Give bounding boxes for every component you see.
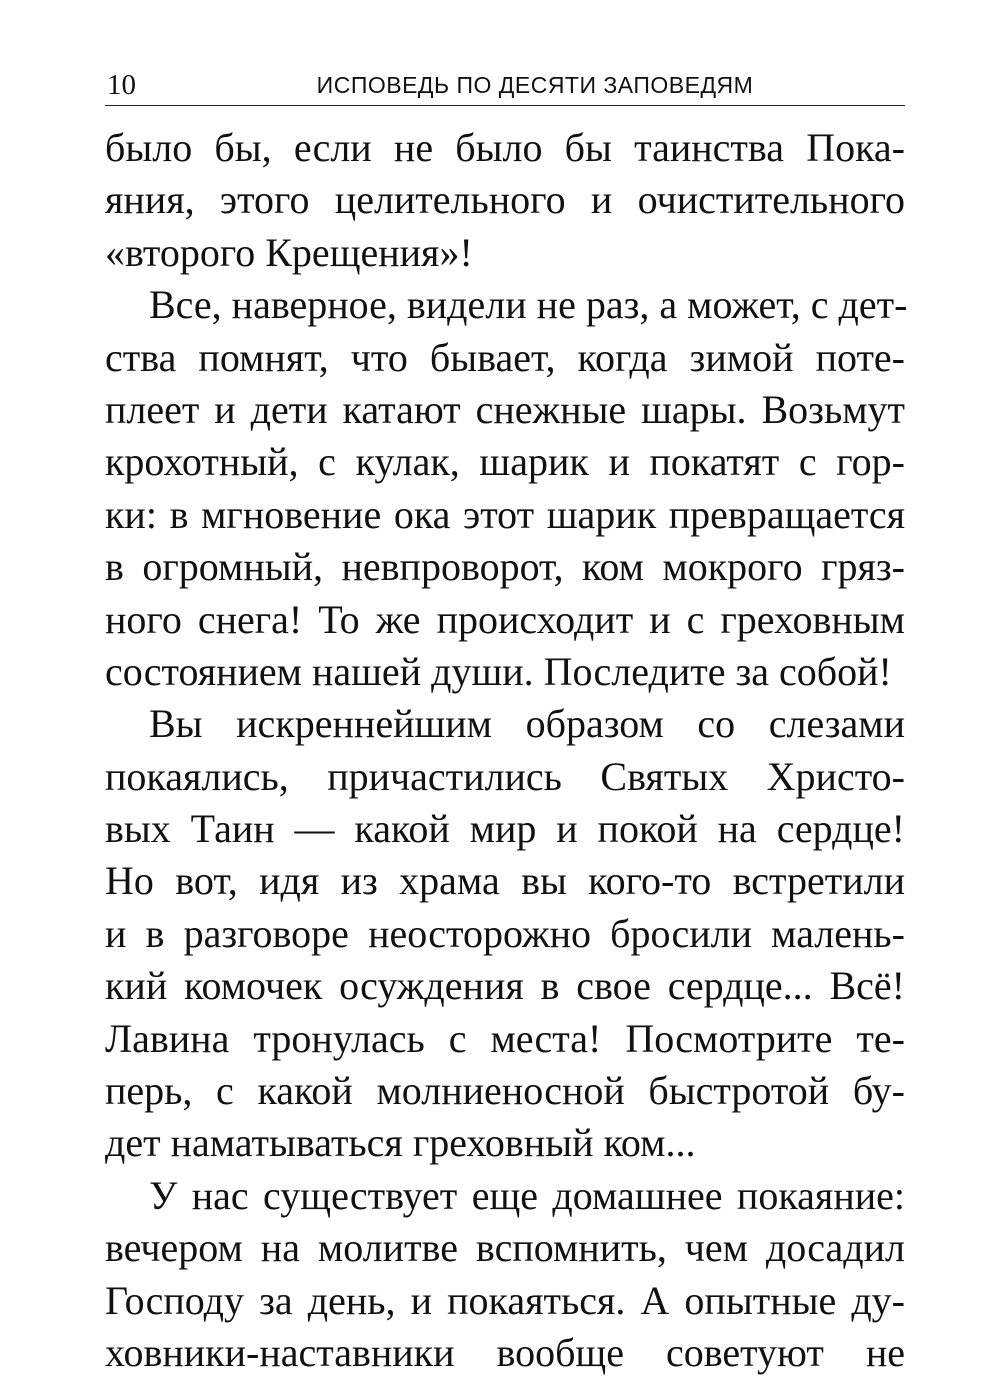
text-line: плеет и дети катают снежные шары. Возьмут — [105, 386, 905, 432]
text-line: Но вот, идя из храма вы кого-то встретили — [105, 858, 905, 904]
running-header — [105, 66, 905, 106]
text-line: было бы, если не было бы таинства Пока- — [105, 125, 905, 170]
text-line: перь, с какой молниеносной быстротой бу- — [105, 1068, 905, 1114]
text-line: У нас существует еще домашнее покаяние: — [149, 1172, 905, 1218]
text-line: в огромный, невпроворот, ком мокрого гряз- — [105, 544, 905, 590]
book-page — [105, 0, 908, 1393]
text-line: «второго Крещения»! — [105, 229, 473, 275]
text-line: ховники-наставники вообще советуют не — [105, 1329, 905, 1375]
text-line: Лавина тронулась с места! Посмотрите те- — [105, 1015, 905, 1061]
paragraph — [105, 1170, 905, 1380]
text-line: ки: в мгновение ока этот шарик превращается — [105, 491, 905, 537]
text-line: ного снега! То же происходит и с греховным — [105, 596, 905, 642]
page-number: 10 — [107, 69, 136, 101]
paragraph — [105, 698, 905, 1170]
text-line: вечером на молитве вспомнить, чем досадил — [105, 1225, 905, 1271]
text-line: вых Таин — какой мир и покой на сердце! — [105, 806, 905, 852]
text-line: дет наматываться греховный ком... — [105, 1120, 696, 1166]
text-line: ства помнят, что бывает, когда зимой поте- — [105, 334, 905, 380]
text-line: крохотный, с кулак, шарик и покатят с гор- — [105, 439, 905, 485]
text-line: состоянием нашей души. Последите за собой! — [105, 648, 892, 694]
text-line: Господу за день, и покаяться. А опытные ду- — [105, 1277, 905, 1323]
text-line: яния, этого целительного и очистительного — [105, 177, 905, 223]
running-title: ИСПОВЕДЬ ПО ДЕСЯТИ ЗАПОВЕДЯМ — [316, 72, 754, 98]
text-line: кий комочек осуждения в свое сердце... Всё! — [105, 963, 905, 1009]
paragraph — [105, 279, 908, 698]
text-line: и в разговоре неосторожно бросили малень- — [105, 910, 905, 956]
text-line: Вы искреннейшим образом со слезами — [149, 701, 905, 747]
paragraph — [105, 122, 905, 279]
text-line: Все, наверное, видели не раз, а может, с дет- — [149, 282, 908, 328]
text-line: покаялись, причастились Святых Христо- — [105, 753, 905, 799]
body-text — [105, 122, 908, 1379]
